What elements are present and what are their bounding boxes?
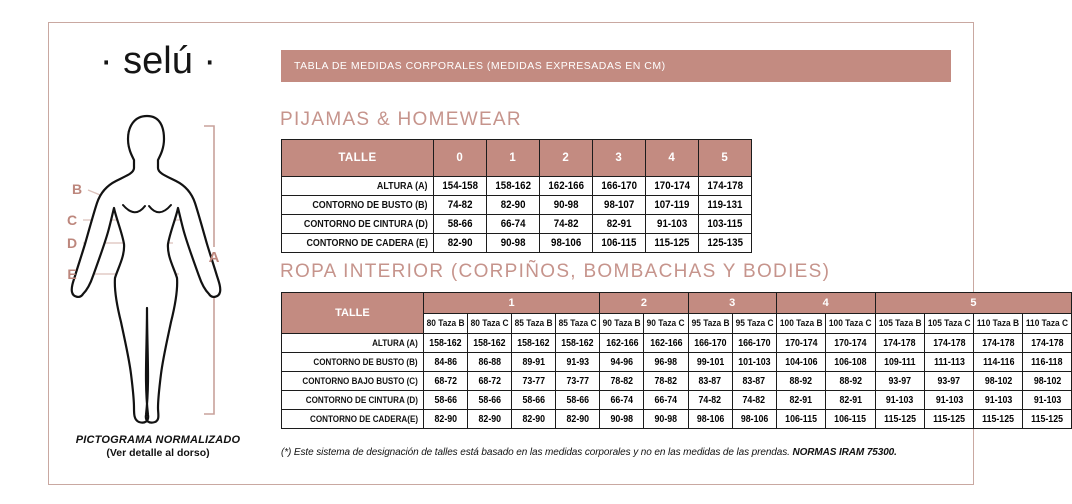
value-cell: 170-174 xyxy=(645,177,698,196)
value-cell: 88-92 xyxy=(826,372,875,391)
size-header-cell: 2 xyxy=(539,140,592,177)
value-cell: 91-93 xyxy=(556,353,600,372)
size-header-cell: 5 xyxy=(698,140,751,177)
value-cell: 74-82 xyxy=(688,391,732,410)
subcolumn-header-cell: 110 Taza B xyxy=(974,314,1023,334)
subcolumn-header-cell: 105 Taza C xyxy=(925,314,974,334)
value-cell: 125-135 xyxy=(698,234,751,253)
value-cell: 90-98 xyxy=(539,196,592,215)
value-cell: 162-166 xyxy=(539,177,592,196)
value-cell: 58-66 xyxy=(423,391,467,410)
value-cell: 158-162 xyxy=(556,334,600,353)
value-cell: 74-82 xyxy=(433,196,486,215)
value-cell: 158-162 xyxy=(486,177,539,196)
value-cell: 166-170 xyxy=(592,177,645,196)
measurement-row xyxy=(282,215,752,234)
label-d: D xyxy=(66,235,78,251)
ropa-interior-size-table xyxy=(281,292,1072,429)
subcolumn-header-cell: 90 Taza C xyxy=(644,314,688,334)
value-cell: 99-101 xyxy=(688,353,732,372)
size-group-header: 1 xyxy=(423,293,600,314)
measurement-row xyxy=(282,196,752,215)
value-cell: 90-98 xyxy=(486,234,539,253)
subcolumn-header-cell: 100 Taza C xyxy=(826,314,875,334)
value-cell: 73-77 xyxy=(556,372,600,391)
measurement-row xyxy=(282,334,1072,353)
value-cell: 91-103 xyxy=(1023,391,1072,410)
section-title-pijamas: PIJAMAS & HOMEWEAR xyxy=(280,109,522,130)
value-cell: 174-178 xyxy=(925,334,974,353)
body-pictogram xyxy=(57,106,239,436)
value-cell: 98-106 xyxy=(732,410,776,429)
size-group-header: 2 xyxy=(600,293,688,314)
value-cell: 174-178 xyxy=(974,334,1023,353)
row-label-cell: CONTORNO DE CINTURA (D) xyxy=(282,215,434,234)
pijamas-size-table xyxy=(281,139,752,253)
value-cell: 83-87 xyxy=(732,372,776,391)
value-cell: 96-98 xyxy=(644,353,688,372)
value-cell: 115-125 xyxy=(1023,410,1072,429)
measurement-row xyxy=(282,391,1072,410)
value-cell: 90-98 xyxy=(644,410,688,429)
subcolumn-header-cell: 95 Taza B xyxy=(688,314,732,334)
brand-logo: · selú · xyxy=(99,40,217,82)
value-cell: 103-115 xyxy=(698,215,751,234)
value-cell: 166-170 xyxy=(688,334,732,353)
value-cell: 84-86 xyxy=(423,353,467,372)
talle-corner-cell: TALLE xyxy=(282,293,424,334)
row-label-cell: CONTORNO DE BUSTO (B) xyxy=(282,196,434,215)
value-cell: 91-103 xyxy=(974,391,1023,410)
subcolumn-header-cell: 80 Taza C xyxy=(467,314,511,334)
value-cell: 82-90 xyxy=(486,196,539,215)
value-cell: 154-158 xyxy=(433,177,486,196)
value-cell: 88-92 xyxy=(776,372,825,391)
value-cell: 66-74 xyxy=(486,215,539,234)
value-cell: 74-82 xyxy=(732,391,776,410)
value-cell: 106-115 xyxy=(826,410,875,429)
value-cell: 66-74 xyxy=(600,391,644,410)
subcolumn-header-cell: 95 Taza C xyxy=(732,314,776,334)
value-cell: 111-113 xyxy=(925,353,974,372)
value-cell: 115-125 xyxy=(875,410,924,429)
value-cell: 74-82 xyxy=(539,215,592,234)
value-cell: 82-91 xyxy=(592,215,645,234)
subcolumn-header-cell: 110 Taza C xyxy=(1023,314,1072,334)
footnote-norm: NORMAS IRAM 75300. xyxy=(792,447,897,458)
value-cell: 174-178 xyxy=(1023,334,1072,353)
section-title-ropa-interior: ROPA INTERIOR (CORPIÑOS, BOMBACHAS Y BODIES) xyxy=(280,261,831,282)
value-cell: 82-91 xyxy=(776,391,825,410)
banner-title: TABLA DE MEDIDAS CORPORALES (MEDIDAS EXPRESADAS EN CM) xyxy=(294,60,666,72)
value-cell: 66-74 xyxy=(644,391,688,410)
value-cell: 82-90 xyxy=(556,410,600,429)
value-cell: 109-111 xyxy=(875,353,924,372)
value-cell: 86-88 xyxy=(467,353,511,372)
row-label-cell: CONTORNO BAJO BUSTO (C) xyxy=(282,372,424,391)
value-cell: 58-66 xyxy=(433,215,486,234)
value-cell: 106-115 xyxy=(592,234,645,253)
size-header-cell: 0 xyxy=(433,140,486,177)
value-cell: 98-107 xyxy=(592,196,645,215)
subcolumn-header-cell: 100 Taza B xyxy=(776,314,825,334)
label-c: C xyxy=(66,212,78,228)
value-cell: 119-131 xyxy=(698,196,751,215)
value-cell: 83-87 xyxy=(688,372,732,391)
value-cell: 106-108 xyxy=(826,353,875,372)
value-cell: 158-162 xyxy=(423,334,467,353)
value-cell: 89-91 xyxy=(512,353,556,372)
subcolumn-header-cell: 85 Taza B xyxy=(512,314,556,334)
pictogram-caption xyxy=(43,434,273,459)
subcolumn-header-cell: 85 Taza C xyxy=(556,314,600,334)
value-cell: 58-66 xyxy=(556,391,600,410)
value-cell: 98-102 xyxy=(1023,372,1072,391)
value-cell: 68-72 xyxy=(423,372,467,391)
size-group-header: 4 xyxy=(776,293,875,314)
footnote-text: (*) Este sistema de designación de talles está basado en las medidas corporales y no en las medidas de las prendas. xyxy=(281,447,793,458)
measurement-row xyxy=(282,372,1072,391)
value-cell: 115-125 xyxy=(974,410,1023,429)
value-cell: 98-106 xyxy=(688,410,732,429)
talle-corner-cell: TALLE xyxy=(282,140,434,177)
footnote xyxy=(281,447,971,458)
value-cell: 58-66 xyxy=(512,391,556,410)
value-cell: 73-77 xyxy=(512,372,556,391)
value-cell: 91-103 xyxy=(645,215,698,234)
value-cell: 158-162 xyxy=(467,334,511,353)
value-cell: 107-119 xyxy=(645,196,698,215)
value-cell: 90-98 xyxy=(600,410,644,429)
value-cell: 104-106 xyxy=(776,353,825,372)
row-label-cell: CONTORNO DE CADERA (E) xyxy=(282,234,434,253)
value-cell: 162-166 xyxy=(600,334,644,353)
table-title-banner xyxy=(281,50,951,82)
value-cell: 101-103 xyxy=(732,353,776,372)
measurement-row xyxy=(282,234,752,253)
value-cell: 78-82 xyxy=(644,372,688,391)
value-cell: 114-116 xyxy=(974,353,1023,372)
value-cell: 94-96 xyxy=(600,353,644,372)
value-cell: 78-82 xyxy=(600,372,644,391)
size-header-cell: 1 xyxy=(486,140,539,177)
value-cell: 116-118 xyxy=(1023,353,1072,372)
value-cell: 115-125 xyxy=(645,234,698,253)
row-label-cell: CONTORNO DE CINTURA (D) xyxy=(282,391,424,410)
subcolumn-header-cell: 90 Taza B xyxy=(600,314,644,334)
value-cell: 98-106 xyxy=(539,234,592,253)
size-group-header: 5 xyxy=(875,293,1072,314)
value-cell: 166-170 xyxy=(732,334,776,353)
value-cell: 162-166 xyxy=(644,334,688,353)
value-cell: 82-90 xyxy=(512,410,556,429)
value-cell: 58-66 xyxy=(467,391,511,410)
value-cell: 174-178 xyxy=(875,334,924,353)
row-label-cell: CONTORNO DE CADERA(E) xyxy=(282,410,424,429)
value-cell: 82-91 xyxy=(826,391,875,410)
value-cell: 170-174 xyxy=(776,334,825,353)
size-group-header: 3 xyxy=(688,293,776,314)
measurement-row xyxy=(282,353,1072,372)
label-e: E xyxy=(67,266,77,282)
row-label-cell: ALTURA (A) xyxy=(282,177,434,196)
value-cell: 82-90 xyxy=(467,410,511,429)
value-cell: 68-72 xyxy=(467,372,511,391)
value-cell: 93-97 xyxy=(925,372,974,391)
value-cell: 115-125 xyxy=(925,410,974,429)
value-cell: 174-178 xyxy=(698,177,751,196)
row-label-cell: CONTORNO DE BUSTO (B) xyxy=(282,353,424,372)
row-label-cell: ALTURA (A) xyxy=(282,334,424,353)
pictogram-caption-sub: (Ver detalle al dorso) xyxy=(106,447,210,459)
size-header-cell: 4 xyxy=(645,140,698,177)
value-cell: 91-103 xyxy=(875,391,924,410)
value-cell: 106-115 xyxy=(776,410,825,429)
pictogram-caption-title: PICTOGRAMA NORMALIZADO xyxy=(75,434,241,446)
measurement-row xyxy=(282,177,752,196)
size-header-cell: 3 xyxy=(592,140,645,177)
value-cell: 158-162 xyxy=(512,334,556,353)
measurement-row xyxy=(282,410,1072,429)
subcolumn-header-cell: 105 Taza B xyxy=(875,314,924,334)
subcolumn-header-cell: 80 Taza B xyxy=(423,314,467,334)
label-a: A xyxy=(208,249,220,266)
value-cell: 98-102 xyxy=(974,372,1023,391)
value-cell: 93-97 xyxy=(875,372,924,391)
value-cell: 82-90 xyxy=(433,234,486,253)
body-outline xyxy=(72,116,221,423)
value-cell: 170-174 xyxy=(826,334,875,353)
label-b: B xyxy=(71,181,83,197)
value-cell: 82-90 xyxy=(423,410,467,429)
value-cell: 91-103 xyxy=(925,391,974,410)
